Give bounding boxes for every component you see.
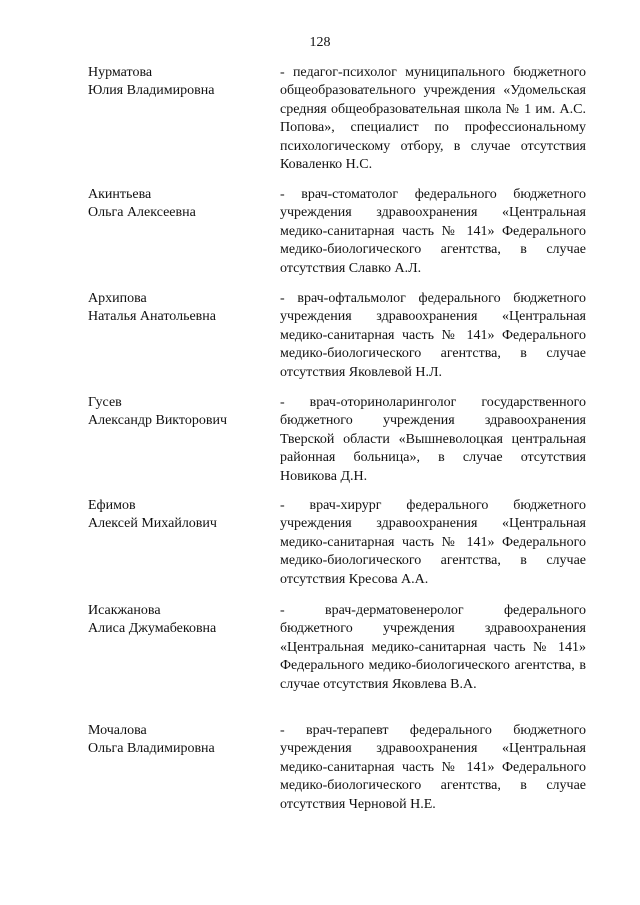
surname: Акинтьева bbox=[88, 187, 152, 202]
person-name bbox=[88, 186, 278, 223]
position-description: - врач-офтальмолог федерального бюджетного учреждения здравоохранения «Центральная медико-санитарная часть № 141» Федерального медико-биологического агентства, в случае отсутствия Яковлевой Н.Л. bbox=[280, 291, 586, 380]
given-names: Ольга Алексеевна bbox=[88, 205, 196, 221]
surname: Гусев bbox=[88, 395, 122, 410]
person-name bbox=[88, 602, 278, 639]
person-name bbox=[88, 394, 278, 431]
given-names: Алексей Михайлович bbox=[88, 516, 217, 532]
position-description: - врач-хирург федерального бюджетного учреждения здравоохранения «Центральная медико-санитарная часть № 141» Федерального медико-биологического агентства, в случае отсутствия Кресова А.А. bbox=[280, 498, 586, 587]
person-name bbox=[88, 497, 278, 534]
given-names: Ольга Владимировна bbox=[88, 741, 215, 757]
position-description: - врач-стоматолог федерального бюджетного учреждения здравоохранения «Центральная медико-санитарная часть № 141» Федерального медико-биологического агентства, в случае отсутствия Славко А.Л. bbox=[280, 187, 586, 276]
given-names: Юлия Владимировна bbox=[88, 83, 215, 99]
person-name bbox=[88, 290, 278, 327]
position-description: - врач-терапевт федерального бюджетного учреждения здравоохранения «Центральная медико-санитарная часть № 141» Федерального медико-биологического агентства, в случае отсутствия Черновой Н.Е. bbox=[280, 723, 586, 812]
given-names: Наталья Анатольевна bbox=[88, 309, 217, 325]
surname: Ефимов bbox=[88, 498, 136, 513]
position-description: - врач-оториноларинголог государственного бюджетного учреждения здравоохранения Тверской области «Вышневолоцкая центральная районная больница», в случае отсутствия Новикова Д.Н. bbox=[280, 395, 586, 484]
given-names: Алиса Джумабековна bbox=[88, 621, 217, 637]
surname: Архипова bbox=[88, 291, 147, 306]
surname: Мочалова bbox=[88, 723, 147, 738]
given-names: Александр Викторович bbox=[88, 413, 228, 429]
person-name bbox=[88, 64, 278, 101]
surname: Исакжанова bbox=[88, 603, 161, 618]
person-name bbox=[88, 722, 278, 759]
position-description: - врач-дерматовенеролог федерального бюджетного учреждения здравоохранения «Центральная медико-санитарная часть № 141» Федерального медико-биологического агентства, в случае отсутствия Яковлева В.А. bbox=[280, 603, 586, 692]
position-description: - педагог-психолог муниципального бюджетного общеобразовательного учреждения «Удомельская средняя общеобразовательная школа № 1 им. А.С. Попова», специалист по профессиональному психологическому отбору, в случае отсутствия Коваленко Н.С. bbox=[280, 65, 586, 173]
surname: Нурматова bbox=[88, 65, 153, 80]
page-number: 128 bbox=[309, 35, 331, 50]
